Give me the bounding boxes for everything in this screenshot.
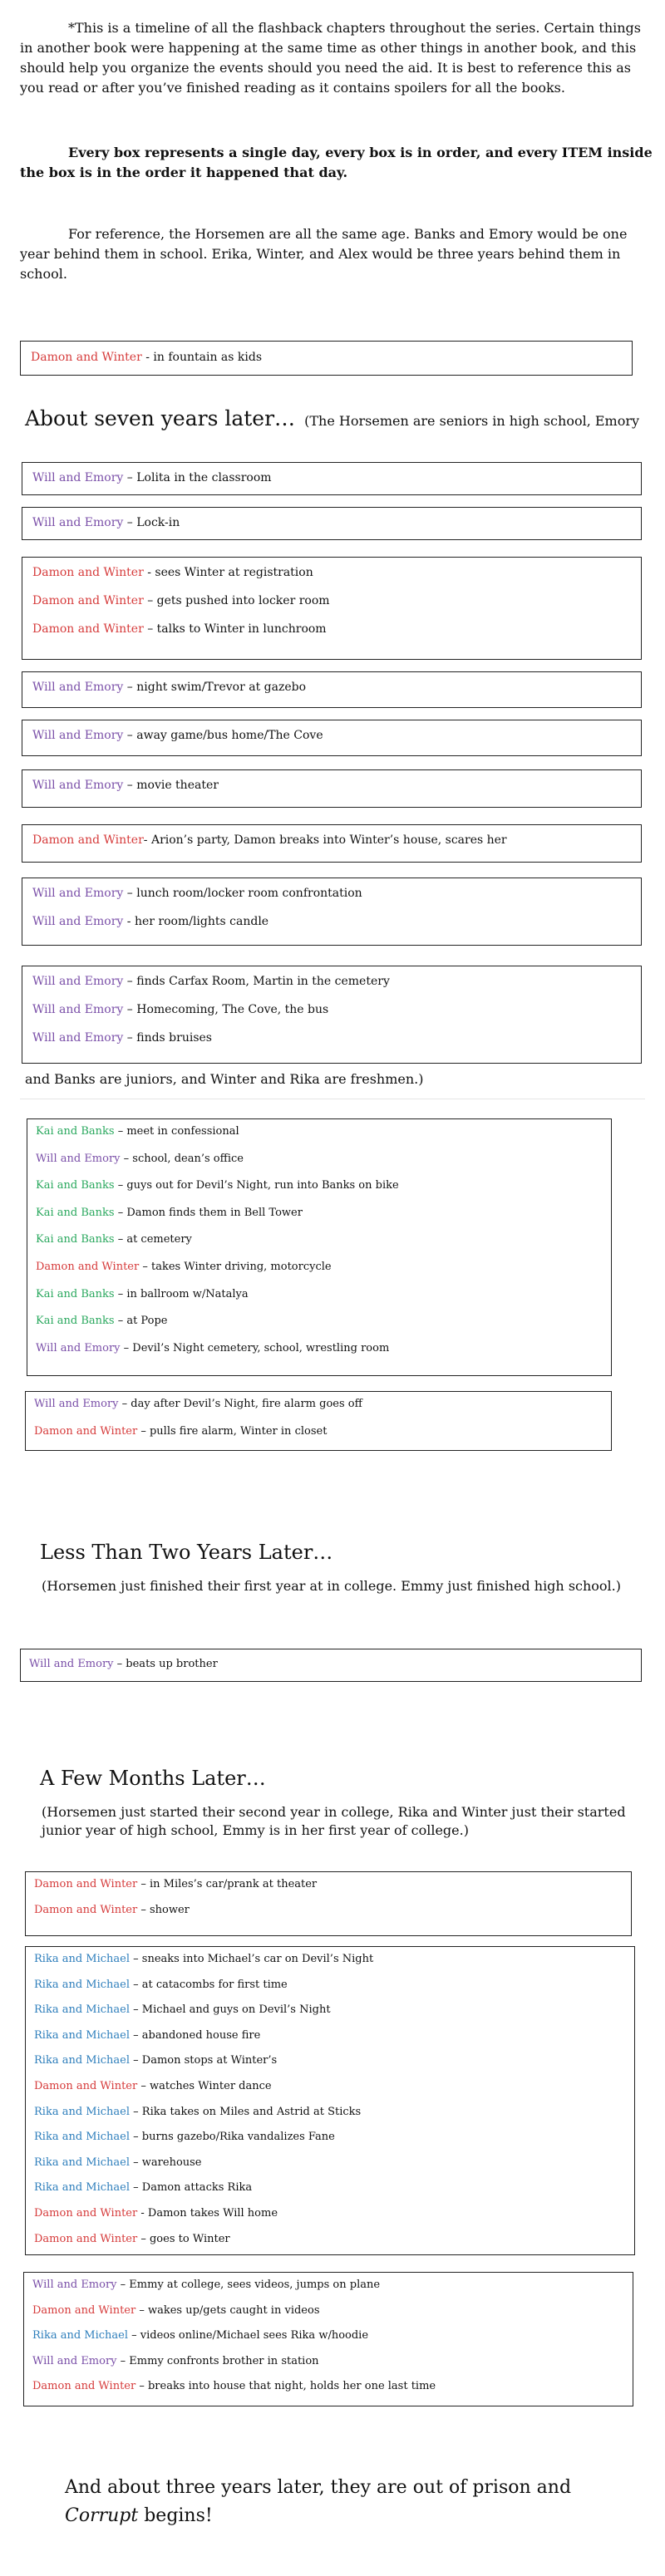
timeline-entry (32, 593, 330, 608)
couple-label: Will and Emory (29, 1658, 114, 1670)
couple-label: Damon and Winter (32, 622, 144, 636)
entry-text: Emmy confronts brother in station (129, 2354, 319, 2367)
entry-separator: – (123, 1003, 137, 1016)
timeline-entry (36, 1178, 399, 1193)
couple-label: Rika and Michael (34, 2181, 131, 2195)
couple-label: Will and Emory (32, 471, 124, 484)
couple-label: Kai and Banks (36, 1179, 115, 1192)
couple-label: Damon and Winter (34, 2207, 138, 2220)
section-title: About seven years later… (25, 406, 296, 430)
entry-text: sneaks into Michael’s car on Devil’s Night (141, 1953, 374, 1965)
couple-label: Rika and Michael (34, 1953, 131, 1965)
timeline-box (20, 1649, 642, 1682)
entry-text: Lolita in the classroom (136, 471, 272, 484)
entry-text: abandoned house fire (141, 2028, 261, 2042)
section-heading (25, 406, 639, 432)
entry-text: shower (149, 1903, 190, 1916)
entry-separator: – (130, 1953, 142, 1965)
entry-text: Arion’s party, Damon breaks into Winter’s house, scares her (150, 833, 507, 847)
timeline-entry (34, 1978, 288, 1993)
section-note: (Horsemen just finished their first year at in college. Emmy just finished high school.) (42, 1578, 621, 1594)
book-title: Corrupt (65, 2505, 139, 2526)
entry-text: finds bruises (136, 1031, 212, 1045)
couple-label: Will and Emory (32, 681, 124, 694)
entry-text: guys out for Devil’s Night, run into Banks on bike (126, 1179, 399, 1192)
timeline-entry (32, 1002, 328, 1017)
couple-label: Kai and Banks (36, 1287, 115, 1300)
timeline-entry (34, 2105, 361, 2120)
couple-label: Will and Emory (32, 516, 124, 529)
entry-text: Rika takes on Miles and Astrid at Sticks (141, 2105, 362, 2118)
timeline-entry (32, 728, 323, 743)
entry-text: day after Devil’s Night, fire alarm goes off (131, 1398, 362, 1410)
entry-text: her room/lights candle (134, 915, 269, 928)
entry-text: night swim/Trevor at gazebo (136, 681, 306, 694)
entry-separator: – (137, 1903, 150, 1916)
timeline-box (27, 1118, 612, 1376)
section-note: (Horsemen just started their second year in college, Rika and Winter just their started (42, 1804, 626, 1820)
timeline-entry (36, 1314, 168, 1329)
timeline-box (22, 878, 642, 946)
section-title: Less Than Two Years Later… (40, 1541, 333, 1564)
entry-separator: – (130, 1978, 142, 1991)
couple-label: Kai and Banks (36, 1206, 115, 1219)
entry-text: finds Carfax Room, Martin in the cemetery (136, 975, 390, 988)
intro-paragraph-3: For reference, the Horsemen are all the same age. Banks and Emory would be one year behind them in school. Erika, Winter, and Alex would be three years behind them in school. (20, 226, 628, 282)
timeline-entry (36, 1341, 389, 1356)
entry-separator: – (123, 681, 137, 694)
entry-separator: – (130, 2131, 142, 2144)
timeline-box (22, 824, 642, 863)
intro-paragraph-2: Every box represents a single day, every box is in order, and every ITEM inside the box is in the order it happened that day. (20, 145, 653, 180)
entry-separator: – (130, 2054, 142, 2067)
entry-text: Damon takes Will home (147, 2207, 278, 2220)
timeline-entry (36, 1260, 332, 1275)
entry-separator: - (143, 833, 151, 847)
entry-separator: - (137, 2207, 148, 2220)
entry-separator: – (130, 2156, 142, 2169)
entry-text: takes Winter driving, motorcycle (150, 1261, 332, 1273)
entry-text: gets pushed into locker room (156, 594, 330, 607)
couple-label: Rika and Michael (34, 2156, 131, 2169)
entry-separator: – (113, 1658, 126, 1670)
timeline-entry (32, 2379, 436, 2394)
timeline-box (22, 557, 642, 660)
entry-separator: – (114, 1233, 127, 1246)
entry-text: Michael and guys on Devil’s Night (141, 2003, 331, 2017)
timeline-entry (34, 2079, 272, 2094)
timeline-entry (34, 2053, 277, 2068)
timeline-entry (34, 2156, 202, 2170)
entry-separator: – (123, 516, 137, 529)
timeline-entry (32, 914, 268, 929)
timeline-entry (34, 1877, 317, 1892)
timeline-box (22, 720, 642, 756)
couple-label: Rika and Michael (34, 2003, 131, 2017)
entry-separator: – (123, 729, 137, 742)
entry-text: Damon stops at Winter’s (141, 2054, 278, 2067)
timeline-box (22, 671, 642, 708)
couple-label: Will and Emory (32, 2279, 117, 2291)
timeline-entry (32, 2278, 380, 2293)
entry-text: Emmy at college, sees videos, jumps on plane (129, 2279, 381, 2291)
couple-label: Will and Emory (36, 1152, 121, 1165)
entry-separator: - (143, 566, 155, 579)
entry-text: goes to Winter (149, 2232, 230, 2245)
couple-label: Damon and Winter (32, 2303, 136, 2317)
timeline-entry (34, 1397, 362, 1412)
timeline-entry (34, 2130, 335, 2145)
timeline-entry (34, 1424, 327, 1439)
couple-label: Will and Emory (32, 779, 124, 792)
couple-label: Will and Emory (32, 2354, 117, 2367)
entry-separator: – (114, 1206, 127, 1219)
entry-text: movie theater (136, 779, 219, 792)
timeline-box (22, 507, 642, 540)
closing-line-1: And about three years later, they are out of prison and (65, 2477, 572, 2498)
couple-label: Will and Emory (32, 975, 124, 988)
couple-label: Damon and Winter (34, 1878, 138, 1890)
entry-separator: – (143, 594, 157, 607)
entry-separator: – (114, 1179, 127, 1192)
entry-text: at catacombs for first time (141, 1978, 288, 1991)
entry-separator: - (123, 915, 135, 928)
couple-label: Rika and Michael (32, 2329, 129, 2342)
entry-separator: – (143, 622, 157, 636)
entry-separator: – (118, 1398, 131, 1410)
entry-text: beats up brother (126, 1658, 218, 1670)
timeline-entry (34, 2180, 252, 2195)
couple-label: Kai and Banks (36, 1125, 115, 1138)
entry-separator: – (130, 2181, 142, 2195)
couple-label: Rika and Michael (34, 2105, 131, 2118)
entry-separator: – (123, 975, 137, 988)
entry-text: Damon finds them in Bell Tower (126, 1206, 303, 1219)
entry-separator: – (114, 1315, 127, 1328)
timeline-entry (36, 1124, 239, 1139)
entry-text: burns gazebo/Rika vandalizes Fane (141, 2131, 335, 2144)
entry-separator: – (120, 1341, 133, 1354)
entry-separator: – (116, 2354, 130, 2367)
timeline-entry (32, 565, 313, 580)
timeline-entry (34, 2206, 278, 2221)
section-note: junior year of high school, Emmy is in her first year of college.) (42, 1822, 469, 1838)
entry-text: in fountain as kids (153, 351, 262, 364)
entry-text: away game/bus home/The Cove (136, 729, 323, 742)
couple-label: Will and Emory (32, 1031, 124, 1045)
couple-label: Damon and Winter (34, 2232, 138, 2245)
entry-separator: – (114, 1287, 127, 1300)
timeline-entry (34, 1903, 190, 1918)
entry-separator: – (130, 2105, 142, 2118)
couple-label: Will and Emory (32, 1003, 124, 1016)
entry-separator: – (123, 471, 137, 484)
entry-text: breaks into house that night, holds her one last time (147, 2380, 436, 2393)
couple-label: Rika and Michael (34, 1978, 131, 1991)
section-note: (The Horsemen are seniors in high school, Emory (304, 413, 640, 429)
timeline-entry (34, 2003, 331, 2018)
entry-text: warehouse (141, 2156, 202, 2169)
timeline-entry (32, 1030, 212, 1045)
couple-label: Damon and Winter (36, 1261, 140, 1273)
couple-label: Damon and Winter (32, 2380, 136, 2393)
couple-label: Kai and Banks (36, 1233, 115, 1246)
entry-text: lunch room/locker room confrontation (136, 887, 362, 900)
timeline-entry (32, 2303, 320, 2318)
entry-text: meet in confessional (126, 1125, 239, 1138)
couple-label: Damon and Winter (34, 2080, 138, 2092)
entry-separator: – (128, 2329, 140, 2342)
entry-text: watches Winter dance (149, 2080, 272, 2092)
timeline-entry (32, 886, 362, 901)
timeline-entry (36, 1152, 244, 1167)
timeline-entry (32, 680, 306, 695)
timeline-entry (36, 1206, 303, 1221)
timeline-box (22, 966, 642, 1064)
timeline-box (25, 1871, 632, 1936)
timeline-box (25, 1946, 635, 2255)
entry-separator: – (130, 2028, 142, 2042)
couple-label: Will and Emory (34, 1398, 119, 1410)
entry-text: talks to Winter in lunchroom (156, 622, 327, 636)
couple-label: Will and Emory (32, 729, 124, 742)
entry-separator: – (123, 779, 137, 792)
entry-text: Homecoming, The Cove, the bus (136, 1003, 329, 1016)
couple-label: Damon and Winter (32, 594, 144, 607)
entry-separator: – (137, 2080, 150, 2092)
closing-line-2 (65, 2503, 213, 2529)
couple-label: Will and Emory (32, 887, 124, 900)
timeline-entry (32, 2354, 319, 2369)
timeline-box (23, 2272, 633, 2406)
entry-separator: – (135, 2380, 148, 2393)
couple-label: Damon and Winter (32, 566, 144, 579)
timeline-entry (34, 2028, 260, 2043)
timeline-entry (32, 2328, 368, 2343)
section-title: A Few Months Later… (40, 1767, 266, 1790)
entry-text: pulls fire alarm, Winter in closet (149, 1424, 328, 1438)
timeline-entry (32, 470, 272, 485)
timeline-entry (34, 2232, 230, 2247)
entry-separator: – (135, 2303, 148, 2317)
timeline-entry (32, 833, 507, 848)
closing-text: begins! (138, 2505, 213, 2526)
entry-separator: - (141, 351, 154, 364)
entry-text: school, dean’s office (132, 1152, 244, 1165)
timeline-entry (32, 622, 327, 637)
entry-text: at cemetery (126, 1233, 192, 1246)
timeline-box (22, 462, 642, 495)
timeline-entry (36, 1232, 192, 1247)
timeline-entry (34, 1952, 373, 1967)
couple-label: Damon and Winter (32, 833, 144, 847)
entry-text: Damon attacks Rika (141, 2181, 253, 2195)
timeline-entry (32, 515, 180, 530)
entry-separator: – (130, 2003, 142, 2017)
couple-label: Rika and Michael (34, 2028, 131, 2042)
entry-separator: – (123, 887, 137, 900)
couple-label: Damon and Winter (34, 1903, 138, 1916)
entry-separator: – (137, 1878, 150, 1890)
entry-separator: – (114, 1125, 127, 1138)
entry-text: wakes up/gets caught in videos (147, 2303, 320, 2317)
couple-label: Rika and Michael (34, 2054, 131, 2067)
entry-separator: – (116, 2279, 130, 2291)
section-note-continued: and Banks are juniors, and Winter and Rika are freshmen.) (25, 1071, 424, 1087)
couple-label: Damon and Winter (34, 1424, 138, 1438)
couple-label: Damon and Winter (31, 351, 142, 364)
entry-text: Lock-in (136, 516, 180, 529)
timeline-entry (31, 350, 262, 365)
entry-text: in Miles’s car/prank at theater (149, 1878, 318, 1890)
entry-separator: – (123, 1031, 137, 1045)
couple-label: Will and Emory (36, 1341, 121, 1354)
couple-label: Kai and Banks (36, 1315, 115, 1328)
couple-label: Will and Emory (32, 915, 124, 928)
timeline-entry (32, 778, 219, 793)
timeline-box (20, 341, 633, 376)
entry-separator: – (137, 1424, 150, 1438)
entry-text: Devil’s Night cemetery, school, wrestling room (132, 1341, 390, 1354)
entry-separator: – (139, 1261, 151, 1273)
entry-text: at Pope (126, 1315, 168, 1328)
entry-separator: – (120, 1152, 133, 1165)
timeline-entry (29, 1657, 218, 1672)
entry-separator: – (137, 2232, 150, 2245)
entry-text: videos online/Michael sees Rika w/hoodie (140, 2329, 369, 2342)
entry-text: in ballroom w/Natalya (126, 1287, 249, 1300)
timeline-entry (36, 1287, 249, 1302)
intro-paragraph-1: *This is a timeline of all the flashback chapters throughout the series. Certain things in another book were happening at the same time as other things in another book, and this should help you organize the events should you need the aid. It is best to reference this as you read or after you’ve finished reading as it contains spoilers for all the books. (20, 20, 641, 96)
timeline-entry (32, 974, 390, 989)
timeline-box (22, 769, 642, 808)
entry-text: sees Winter at registration (155, 566, 313, 579)
timeline-box (25, 1391, 612, 1451)
couple-label: Rika and Michael (34, 2131, 131, 2144)
